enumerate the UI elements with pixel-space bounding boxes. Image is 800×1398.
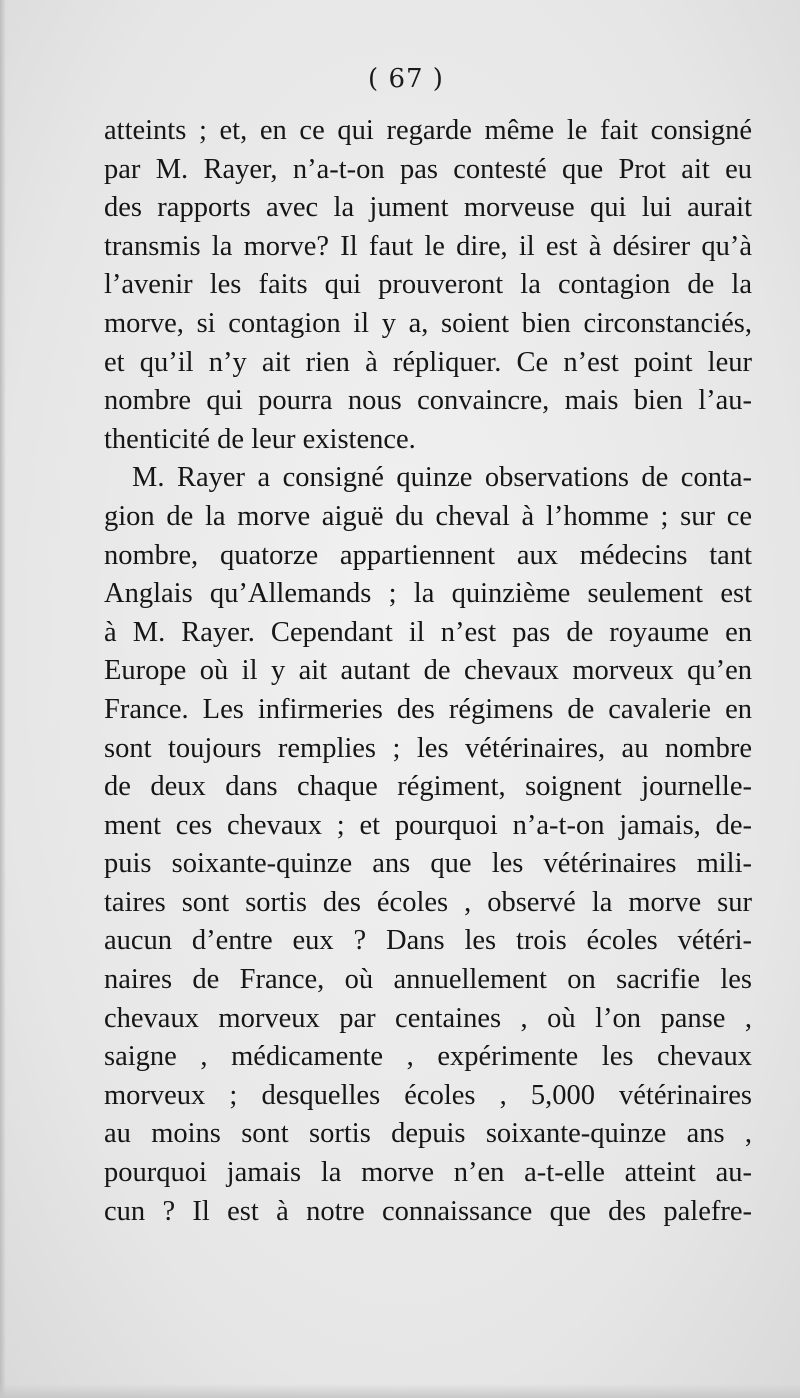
text-line: chevaux morveux par centaines , où l’on panse , bbox=[104, 1002, 752, 1034]
text-line: France. Les infirmeries des régimens de cavalerie en bbox=[104, 693, 752, 725]
text-line: M. Rayer a consigné quinze observations de conta- bbox=[132, 462, 752, 494]
text-line: transmis la morve? Il faut le dire, il est à désirer qu’à bbox=[104, 230, 752, 262]
text-line: taires sont sortis des écoles , observé la morve sur bbox=[104, 886, 752, 918]
text-line: sont toujours remplies ; les vétérinaires, au nombre bbox=[104, 732, 752, 764]
text-line: Anglais qu’Allemands ; la quinzième seulement est bbox=[104, 578, 752, 610]
text-line: pourquoi jamais la morve n’en a-t-elle atteint au- bbox=[104, 1157, 752, 1189]
body-text bbox=[104, 112, 752, 1231]
text-line: à M. Rayer. Cependant il n’est pas de royaume en bbox=[104, 616, 752, 648]
text-line: des rapports avec la jument morveuse qui lui aurait bbox=[104, 192, 752, 224]
text-line: Europe où il y ait autant de chevaux morveux qu’en bbox=[104, 655, 752, 687]
text-line: et qu’il n’y ait rien à répliquer. Ce n’est point leur bbox=[104, 346, 752, 378]
text-line: thenticité de leur existence. bbox=[104, 423, 416, 455]
text-line: aucun d’entre eux ? Dans les trois écoles vétéri- bbox=[104, 925, 752, 957]
text-line: au moins sont sortis depuis soixante-quinze ans , bbox=[104, 1118, 752, 1150]
text-line: saigne , médicamente , expérimente les chevaux bbox=[104, 1041, 752, 1073]
text-line: nombre qui pourra nous convaincre, mais bien l’au- bbox=[104, 385, 752, 417]
text-line: morve, si contagion il y a, soient bien circonstanciés, bbox=[104, 307, 752, 339]
page-edge-shadow bbox=[0, 0, 6, 1398]
text-line: par M. Rayer, n’a-t-on pas contesté que Prot ait eu bbox=[104, 153, 752, 185]
text-line: gion de la morve aiguë du cheval à l’homme ; sur ce bbox=[104, 500, 752, 532]
text-line: de deux dans chaque régiment, soignent journelle- bbox=[104, 771, 752, 803]
page-number: ( 67 ) bbox=[368, 64, 444, 94]
text-line: l’avenir les faits qui prouveront la contagion de la bbox=[104, 269, 752, 301]
text-line: ment ces chevaux ; et pourquoi n’a-t-on jamais, de- bbox=[104, 809, 752, 841]
text-line: cun ? Il est à notre connaissance que des palefre- bbox=[104, 1195, 752, 1227]
text-line: puis soixante-quinze ans que les vétérinaires mili- bbox=[104, 848, 752, 880]
page-bottom-shadow bbox=[0, 1384, 800, 1398]
text-line: naires de France, où annuellement on sacrifie les bbox=[104, 964, 752, 996]
text-line: atteints ; et, en ce qui regarde même le fait consigné bbox=[104, 115, 752, 146]
text-line: nombre, quatorze appartiennent aux médecins tant bbox=[104, 539, 752, 571]
text-line: morveux ; desquelles écoles , 5,000 vétérinaires bbox=[104, 1079, 752, 1111]
